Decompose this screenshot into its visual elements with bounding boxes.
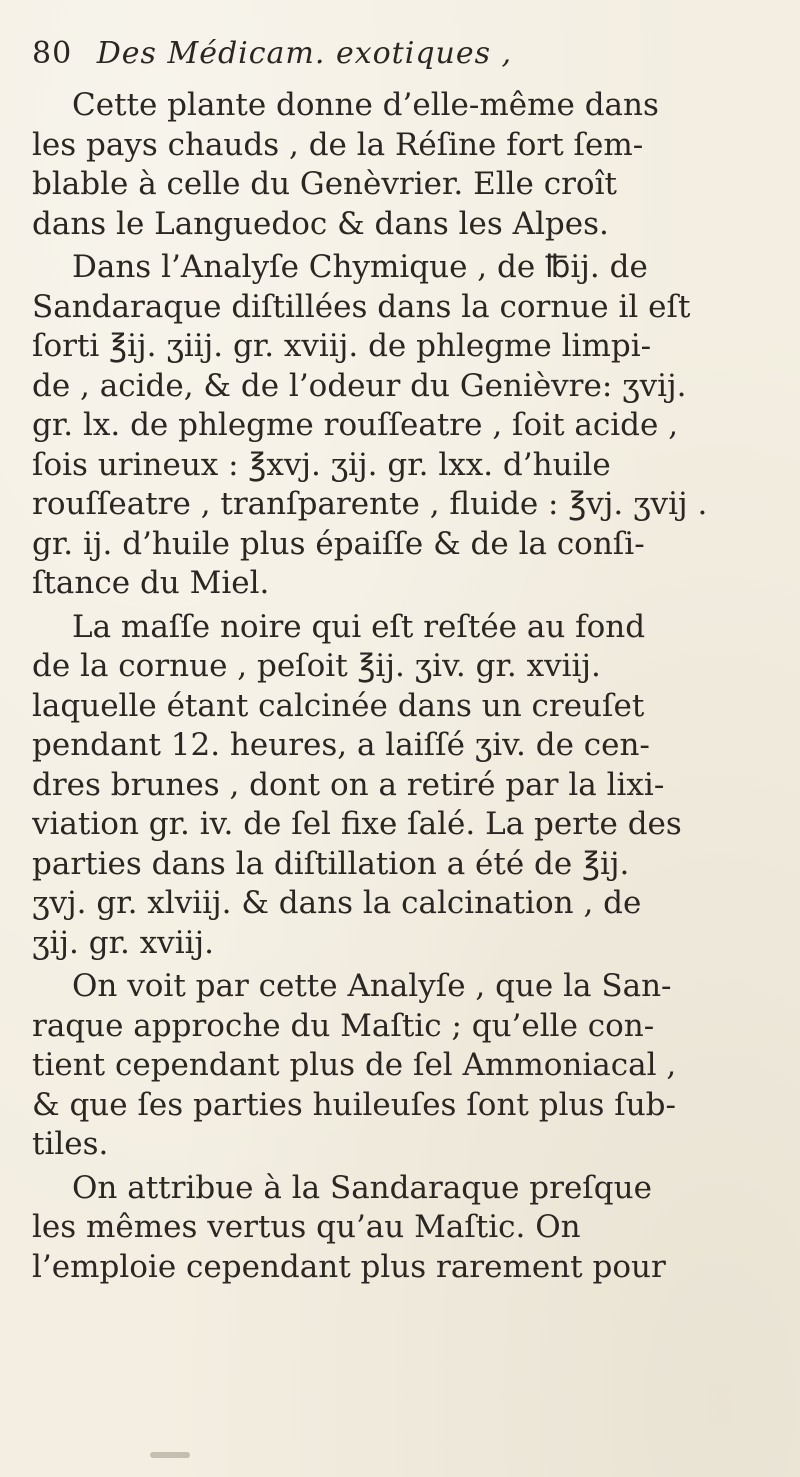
text-line: laquelle étant calcinée dans un creuſet [32,687,645,724]
text-line: On attribue à la Sandaraque preſque [72,1169,652,1206]
text-line: ſtance du Miel. [32,565,270,601]
text-line: La maſſe noire qui eſt reſtée au fond [72,608,646,645]
paragraph [32,1169,772,1288]
text-line: On voit par cette Analyſe , que la San- [72,968,672,1004]
body-text [32,86,772,1287]
text-line: dres brunes , dont on a retiré par la lixi- [32,766,665,803]
text-line: pendant 12. heures, a laiſſé ʒiv. de cen- [32,727,650,763]
running-title: Des Médicam. exotiques , [96,36,513,71]
text-line: gr. ij. d’huile plus épaiſſe & de la conſi- [32,525,645,562]
text-line: les mêmes vertus qu’au Maſtic. On [32,1209,581,1245]
running-header [32,36,512,71]
text-line: dans le Languedoc & dans les Alpes. [32,205,609,242]
text-line: parties dans la diſtillation a été de ℥ij. [32,845,630,882]
paragraph [32,608,772,964]
text-line: blable à celle du Genèvrier. Elle croît [32,166,617,202]
paragraph [32,967,772,1165]
text-line: Sandaraque diſtillées dans la cornue il eſt [32,288,691,325]
text-line: raque approche du Maſtic ; qu’elle con- [32,1007,655,1044]
ink-smudge [150,1452,190,1458]
text-line: Cette plante donne d’elle-même dans [72,87,659,123]
text-line: de la cornue , peſoit ℥ij. ʒiv. gr. xviij. [32,648,601,684]
text-line: les pays chauds , de la Réſine fort ſem- [32,126,644,163]
page-number: 80 [32,36,73,71]
text-line: viation gr. iv. de ſel fixe ſalé. La perte des [32,806,682,842]
text-line: rouſſeatre , tranſparente , fluide : ℥vj. ʒvij . [32,486,708,522]
text-line: Dans l’Analyſe Chymique , de ℔ij. de [72,249,648,285]
paragraph [32,86,772,244]
text-line: gr. lx. de phlegme rouſſeatre , ſoit acide , [32,407,679,443]
text-line: tient cependant plus de ſel Ammoniacal , [32,1047,677,1083]
text-line: tiles. [32,1126,109,1162]
text-line: de , acide, & de l’odeur du Genièvre: ʒvij. [32,367,687,404]
text-line: ʒvj. gr. xlviij. & dans la calcination , de [32,885,642,921]
text-line: l’emploie cependant plus rarement pour [32,1248,666,1285]
text-line: & que ſes parties huileuſes ſont plus ſub- [32,1086,676,1123]
text-line: ʒij. gr. xviij. [32,924,214,961]
text-line: ſorti ℥ij. ʒiij. gr. xviij. de phlegme limpi- [32,328,652,364]
paragraph [32,248,772,604]
text-line: ſois urineux : ℥xvj. ʒij. gr. lxx. d’huile [32,446,611,483]
